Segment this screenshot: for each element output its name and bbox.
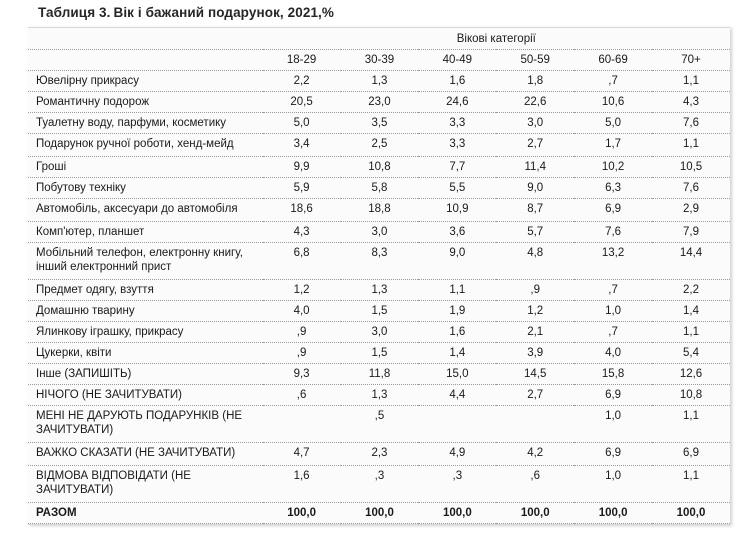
- table-cell: 24,6: [418, 92, 496, 113]
- table-cell: ,9: [496, 280, 574, 301]
- table-cell: 100,0: [341, 503, 419, 524]
- row-label: Ялинкову іграшку, прикрасу: [28, 322, 263, 343]
- row-label: Романтичну подорож: [28, 92, 263, 113]
- table-cell: 2,5: [341, 134, 419, 157]
- table-cell: 5,0: [263, 113, 341, 134]
- row-label: Гроші: [28, 157, 263, 178]
- table-cell: 1,3: [341, 280, 419, 301]
- table-cell: 1,0: [574, 406, 652, 443]
- table-cell: [263, 406, 341, 443]
- table-cell: [418, 406, 496, 443]
- table-cell: 4,0: [263, 301, 341, 322]
- group-header-spacer: [28, 28, 263, 50]
- table-title-text: Вік і бажаний подарунок, 2021,%: [113, 5, 335, 20]
- table-cell: ,9: [263, 322, 341, 343]
- table-cell: 22,6: [496, 92, 574, 113]
- table-row: [28, 222, 730, 243]
- table-cell: 3,3: [418, 134, 496, 157]
- age-gift-table: [28, 28, 730, 524]
- table-cell: 11,4: [496, 157, 574, 178]
- table-row: [28, 364, 730, 385]
- table-row: [28, 92, 730, 113]
- table-cell: 2,7: [496, 385, 574, 406]
- column-header-50-59[interactable]: 50-59: [496, 50, 574, 71]
- table-cell: 5,7: [496, 222, 574, 243]
- table-cell: 4,3: [263, 222, 341, 243]
- table-cell: 2,2: [263, 71, 341, 92]
- table-row: [28, 113, 730, 134]
- row-label: Подарунок ручної роботи, хенд-мейд: [28, 134, 263, 157]
- table-head: [28, 28, 730, 71]
- table-row: [28, 134, 730, 157]
- table-cell: 1,8: [496, 71, 574, 92]
- table-cell: ,3: [341, 466, 419, 503]
- table-cell: 1,0: [574, 466, 652, 503]
- table-cell: 100,0: [652, 503, 730, 524]
- column-header-30-39[interactable]: 30-39: [341, 50, 419, 71]
- table-row-total: [28, 503, 730, 524]
- table-cell: 1,7: [574, 134, 652, 157]
- table-cell: 1,5: [341, 343, 419, 364]
- column-header-60-69[interactable]: 60-69: [574, 50, 652, 71]
- table-cell: 1,2: [263, 280, 341, 301]
- table-cell: 1,1: [652, 406, 730, 443]
- table-cell: 5,5: [418, 178, 496, 199]
- table-cell: 10,8: [652, 385, 730, 406]
- table-number: Таблиця 3.: [38, 5, 111, 20]
- table-cell: 6,9: [652, 443, 730, 466]
- table-cell: 2,9: [652, 199, 730, 222]
- table-cell: 10,2: [574, 157, 652, 178]
- table-cell: 4,4: [418, 385, 496, 406]
- table-cell: 4,7: [263, 443, 341, 466]
- table-row: [28, 199, 730, 222]
- table-cell: 3,0: [496, 113, 574, 134]
- table-cell: 100,0: [263, 503, 341, 524]
- table-cell: 13,2: [574, 243, 652, 280]
- table-cell: 3,0: [341, 322, 419, 343]
- table-cell: 1,0: [574, 301, 652, 322]
- table-cell: 15,0: [418, 364, 496, 385]
- row-label: Ювелірну прикрасу: [28, 71, 263, 92]
- table-cell: 3,6: [418, 222, 496, 243]
- table-cell: 4,2: [496, 443, 574, 466]
- table-cell: ,6: [263, 385, 341, 406]
- table-cell: 1,6: [263, 466, 341, 503]
- table-cell: 5,0: [574, 113, 652, 134]
- table-row: [28, 466, 730, 503]
- table-row: [28, 178, 730, 199]
- table-cell: 10,8: [341, 157, 419, 178]
- table-cell: 9,9: [263, 157, 341, 178]
- table-cell: 6,9: [574, 385, 652, 406]
- table-cell: 6,8: [263, 243, 341, 280]
- row-label: РАЗОМ: [28, 503, 263, 524]
- table-cell: 4,3: [652, 92, 730, 113]
- table-cell: 1,5: [341, 301, 419, 322]
- table-cell: 6,3: [574, 178, 652, 199]
- table-cell: 3,0: [341, 222, 419, 243]
- table-cell: 7,6: [574, 222, 652, 243]
- table-cell: 100,0: [496, 503, 574, 524]
- row-label: Предмет одягу, взуття: [28, 280, 263, 301]
- table-cell: 23,0: [341, 92, 419, 113]
- table-cell: 3,9: [496, 343, 574, 364]
- page-title: [0, 0, 740, 27]
- row-label: Туалетну воду, парфуми, косметику: [28, 113, 263, 134]
- table-row: [28, 280, 730, 301]
- table-row: [28, 443, 730, 466]
- row-label: Автомобіль, аксесуари до автомобіля: [28, 199, 263, 222]
- table-cell: 1,2: [496, 301, 574, 322]
- table-cell: ,7: [574, 71, 652, 92]
- table-cell: 1,1: [652, 466, 730, 503]
- table-cell: 3,4: [263, 134, 341, 157]
- table-cell: 3,3: [418, 113, 496, 134]
- row-label: Цукерки, квіти: [28, 343, 263, 364]
- group-header-age-categories: Вікові категорії: [263, 28, 730, 50]
- column-header-40-49[interactable]: 40-49: [418, 50, 496, 71]
- table-cell: 14,4: [652, 243, 730, 280]
- table-cell: 2,3: [341, 443, 419, 466]
- table-cell: 10,5: [652, 157, 730, 178]
- table-cell: 15,8: [574, 364, 652, 385]
- table-cell: 100,0: [418, 503, 496, 524]
- table-cell: [496, 406, 574, 443]
- table-cell: 1,3: [341, 71, 419, 92]
- table-cell: 1,4: [652, 301, 730, 322]
- table-cell: 7,7: [418, 157, 496, 178]
- table-cell: 1,3: [341, 385, 419, 406]
- table-cell: 14,5: [496, 364, 574, 385]
- row-label: МЕНІ НЕ ДАРУЮТЬ ПОДАРУНКІВ (НЕ ЗАЧИТУВАТИ): [28, 406, 263, 443]
- table-cell: 10,6: [574, 92, 652, 113]
- table-row: [28, 243, 730, 280]
- table-cell: 4,0: [574, 343, 652, 364]
- table-cell: 18,8: [341, 199, 419, 222]
- table-row: [28, 406, 730, 443]
- table-cell: 8,3: [341, 243, 419, 280]
- table-cell: 2,1: [496, 322, 574, 343]
- table-cell: 6,9: [574, 443, 652, 466]
- table-row: [28, 343, 730, 364]
- table-cell: 5,9: [263, 178, 341, 199]
- table-cell: 9,0: [418, 243, 496, 280]
- row-label: ВІДМОВА ВІДПОВІДАТИ (НЕ ЗАЧИТУВАТИ): [28, 466, 263, 503]
- table-cell: 1,4: [418, 343, 496, 364]
- table-cell: 20,5: [263, 92, 341, 113]
- table-cell: 4,9: [418, 443, 496, 466]
- row-label: Побутову техніку: [28, 178, 263, 199]
- table-cell: 2,7: [496, 134, 574, 157]
- column-header-row: [28, 50, 730, 71]
- table-cell: 1,1: [418, 280, 496, 301]
- table-cell: 7,6: [652, 113, 730, 134]
- table-cell: 5,4: [652, 343, 730, 364]
- table-cell: 1,1: [652, 71, 730, 92]
- table-row: [28, 385, 730, 406]
- row-label: НІЧОГО (НЕ ЗАЧИТУВАТИ): [28, 385, 263, 406]
- table-cell: 2,2: [652, 280, 730, 301]
- table-cell: 9,0: [496, 178, 574, 199]
- table-row: [28, 322, 730, 343]
- table-cell: 9,3: [263, 364, 341, 385]
- table-cell: 10,9: [418, 199, 496, 222]
- row-label: Домашню тварину: [28, 301, 263, 322]
- table-cell: 8,7: [496, 199, 574, 222]
- table-row: [28, 71, 730, 92]
- table-cell: 1,6: [418, 322, 496, 343]
- table-container: [28, 27, 730, 525]
- table-cell: 11,8: [341, 364, 419, 385]
- table-cell: ,5: [341, 406, 419, 443]
- table-cell: 1,1: [652, 322, 730, 343]
- table-cell: 7,6: [652, 178, 730, 199]
- table-cell: ,7: [574, 280, 652, 301]
- table-cell: ,6: [496, 466, 574, 503]
- table-cell: 12,6: [652, 364, 730, 385]
- table-row: [28, 301, 730, 322]
- table-cell: 4,8: [496, 243, 574, 280]
- column-header-18-29[interactable]: 18-29: [263, 50, 341, 71]
- row-label: ВАЖКО СКАЗАТИ (НЕ ЗАЧИТУВАТИ): [28, 443, 263, 466]
- row-label: Комп'ютер, планшет: [28, 222, 263, 243]
- table-row: [28, 157, 730, 178]
- table-cell: ,9: [263, 343, 341, 364]
- table-cell: 7,9: [652, 222, 730, 243]
- column-header-row-label: [28, 50, 263, 71]
- row-label: Мобільний телефон, електронну книгу, інший електронний прист: [28, 243, 263, 280]
- row-label: Інше (ЗАПИШІТЬ): [28, 364, 263, 385]
- table-body: [28, 71, 730, 524]
- column-header-70-plus[interactable]: 70+: [652, 50, 730, 71]
- table-cell: 18,6: [263, 199, 341, 222]
- table-cell: 1,9: [418, 301, 496, 322]
- table-cell: ,7: [574, 322, 652, 343]
- table-cell: 1,1: [652, 134, 730, 157]
- table-cell: 3,5: [341, 113, 419, 134]
- table-cell: 1,6: [418, 71, 496, 92]
- table-cell: 5,8: [341, 178, 419, 199]
- table-cell: ,3: [418, 466, 496, 503]
- group-header-row: [28, 28, 730, 50]
- table-cell: 100,0: [574, 503, 652, 524]
- table-cell: 6,9: [574, 199, 652, 222]
